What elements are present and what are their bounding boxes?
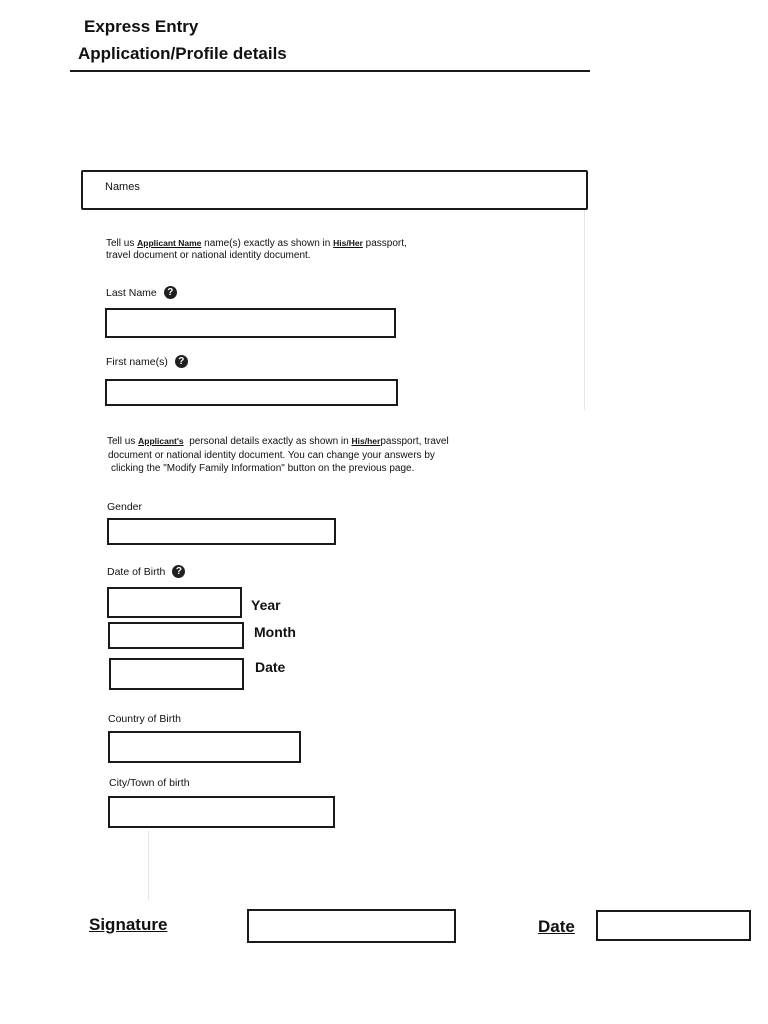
help-icon[interactable]: ? — [175, 355, 188, 368]
his-her-placeholder: His/Her — [333, 238, 363, 248]
country-label-text: Country of Birth — [108, 713, 181, 725]
help-icon[interactable]: ? — [164, 286, 177, 299]
page-title: Application/Profile details — [78, 44, 287, 63]
dob-date-input[interactable] — [109, 658, 244, 690]
date-label: Date — [538, 917, 575, 936]
form-title-line1: Express Entry — [84, 17, 199, 36]
first-name-label-text: First name(s) — [106, 355, 168, 368]
applicant-name-placeholder: Applicant Name — [137, 238, 202, 248]
scan-artifact-line — [148, 830, 149, 900]
instruction-text: passport, travel — [380, 436, 449, 447]
signature-label: Signature — [89, 915, 168, 934]
personal-instructions-line3: clicking the "Modify Family Information" button on the previous page. — [111, 463, 415, 474]
instruction-text: Tell us — [106, 238, 135, 249]
scan-artifact-line — [584, 210, 585, 410]
dob-year-label: Year — [251, 597, 281, 613]
signature-input[interactable] — [247, 909, 456, 943]
first-name-input[interactable] — [105, 379, 398, 406]
instruction-text: name(s) exactly as shown in — [204, 238, 331, 249]
personal-instructions — [107, 435, 449, 448]
country-label — [108, 713, 181, 725]
first-name-label — [106, 355, 188, 368]
last-name-label — [106, 286, 177, 299]
dob-month-input[interactable] — [108, 622, 244, 649]
city-label — [109, 777, 190, 789]
gender-input[interactable] — [107, 518, 336, 545]
city-label-text: City/Town of birth — [109, 777, 190, 789]
dob-year-input[interactable] — [107, 587, 242, 618]
names-section-header — [81, 170, 588, 210]
country-of-birth-input[interactable] — [108, 731, 301, 763]
gender-label-text: Gender — [107, 501, 143, 513]
title-divider — [70, 70, 590, 72]
names-instructions-line2: travel document or national identity document. — [106, 250, 311, 261]
dob-date-label: Date — [255, 659, 286, 675]
city-of-birth-input[interactable] — [108, 796, 335, 828]
last-name-input[interactable] — [105, 308, 396, 338]
dob-month-label: Month — [254, 624, 296, 640]
gender-label — [107, 501, 142, 513]
last-name-label-text: Last Name — [106, 286, 157, 299]
personal-instructions-line2: document or national identity document. You can change your answers by — [108, 450, 435, 461]
help-icon[interactable]: ? — [172, 565, 185, 578]
instruction-text: personal details exactly as shown in — [189, 436, 349, 447]
names-section-title: Names — [105, 181, 140, 193]
signature-date-input[interactable] — [596, 910, 751, 941]
his-her-placeholder: His/her — [351, 436, 381, 446]
applicants-placeholder: Applicant's — [138, 436, 184, 446]
instruction-text: passport, — [365, 238, 407, 249]
dob-label-text: Date of Birth — [107, 565, 166, 578]
instruction-text: Tell us — [107, 436, 136, 447]
dob-label — [107, 565, 185, 578]
